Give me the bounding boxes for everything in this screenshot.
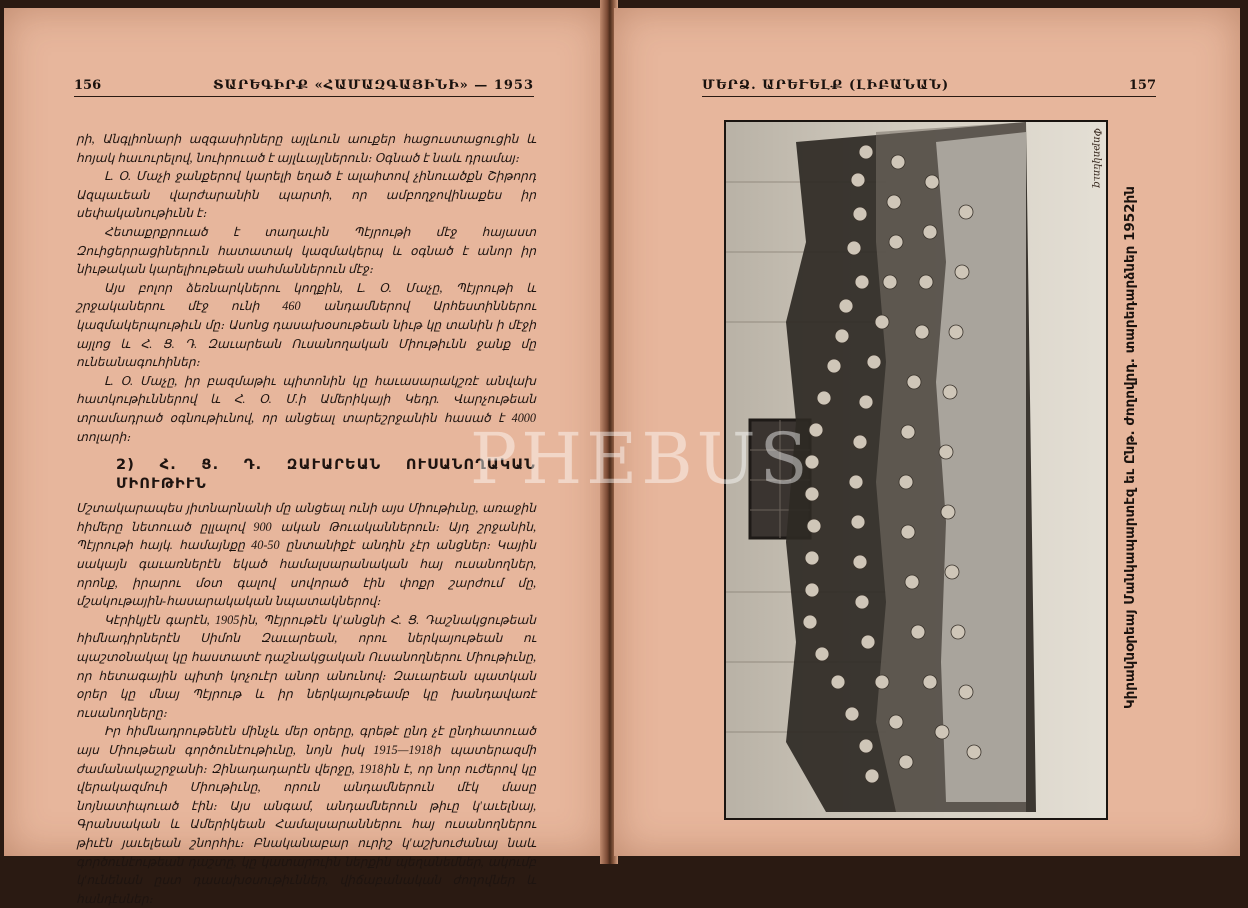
right-page xyxy=(614,8,1240,856)
paragraph: Իր հիմնադրութենէն մինչև մեր օրերը, գրեթէ ընդ չէ ընդհատուած այս Միութեան գործունէութիւնը, նոյն իսկ 1915—1918ի պատերազմի ժամանակաշրջանի։ Զինադադարէն վերջը, 1918ին է, որ նոր ուժերով կը վերակազմուի Միութիւնը, որուն անդամներուն մէկ մասը նոյնատիպուած էին։ Այս անգամ, անդամներուն թիւը կ'աւելնայ, Գրանսական և Ամերիկեան Համալսարաններու հայ ուսանողներու թիւէն յաւելեան շնորհիւ։ Բնականաբար ուրիշ կ'աշխուժանայ նաև գործունէութեան դաշտը, կը կատարուին ներքին պեղանեմներ, ակումբ կ'ունենան ըստ դասախօսութիւններ, վիճաբանական ժողովներ և հանդէսներ։ xyxy=(76,724,536,906)
left-running-title: ՏԱՐԵԳԻՐՔ «ՀԱՄԱԶԳԱՅԻՆԻ» — 1953 xyxy=(213,78,534,93)
right-running-head xyxy=(702,78,1156,97)
paragraph: Կէրիկյէն գարէն, 1905ին, Պէյրութէն կ'անցնի Հ. Ց. Դաշնակցութեան հիմնադիրներէն Սիմոն Զաւարեան, որու ներկայութեան ու պաշտօնակալ կը հաստատէ դաշնակցական Ուսանողներու Միութիւնը, որ հետագային պիտի կոչուէր անոր անունով։ Զաւարեան պատկան օրեր կը մնայ Պէյրութ և իր ներկայութեամբ կը խանդավառէ ուսանողները։ xyxy=(76,612,536,720)
paragraph: Այս բոլոր ձեռնարկներու կողքին, Լ. Օ. Մաչը, Պէյրութի և շրջականերու մէջ ունի 460 անդամներով Արհեստիններու կազմակերպութիւն մը։ Ասոնց դասախօսութեան նիւթ կը տանին ի մէջի այլոց և Հ. Ց. Դ. Զաւարեան Ուսանողական Միութիւնն ջանք մը ունեանագուհիներ։ xyxy=(76,280,536,370)
left-page-number: 156 xyxy=(74,78,102,93)
section-heading: 2) Հ. Ց. Դ. ԶԱՒԱՐԵԱՆ ՈՒՍԱՆՈՂԱԿԱՆ ՄԻՈՒԹԻՒՆ xyxy=(116,457,536,492)
group-photo xyxy=(724,120,1108,820)
photographer-signature: Փոթոկեուզ xyxy=(1091,128,1102,189)
photo-caption: Կիրակնօրեայ Մանկապարտէզ եւ Ընթ. ժողովրդ. տարեդարձներ 1952ին xyxy=(1122,186,1138,710)
paragraph: Հետաքրքրուած է տաղաւին Պէյրութի մէջ հայաստ Զուիցերրացիներուն հատատակ կազմակերպ և օգնած է անոր իր նիւթական կարելիութեան սահմաններուն մէջ։ xyxy=(76,224,536,277)
paragraph: Լ. Օ. Մաչը, իր բազմաթիւ պիտոնին կը հաւասարակշռէ անվախ հատկութիւններով և Հ. Օ. Մ.ի Ամերիկայի Կեդր. Վարչութեան տրամադրած օգնութիւնով, որ անցեալ տարեշրջանին հասած է 4000 տոլարի։ xyxy=(76,373,536,444)
paragraph: Լ. Օ. Մաչի ջանքերով կարելի եղած է ալաիտով չինուածքն Շիթորդ Ազպաւեան վարժարանին պարտի, որ ամբողջովինաքես իր սեփականութիւնն է։ xyxy=(76,169,536,221)
left-page xyxy=(4,8,604,906)
watermark: PHEBUS xyxy=(470,418,812,500)
left-body-text xyxy=(76,130,536,908)
right-running-title: ՄԵՐՁ. ԱՐԵՒԵԼՔ (ԼԻԲԱՆԱՆ) xyxy=(702,78,950,93)
left-running-head xyxy=(74,78,534,97)
paragraph: Մշտակարապես յիտնարնանի մը անցեալ ունի այս Միութիւնը, առաջին հիմերը նետուած ըլլալով 900 ական Թուականներուն։ Այդ շրջանին, Պէյրութի հայկ. համայնքը 40-50 ընտանիքէ անդին չէր անցներ։ Կային սակայն գաւառներէն եկած համալսարանական հայ ուսանողներ, որոնք, իրարու մօտ գալով սովորած էին փոքր շարժում մը, մշակութային-հասարակական նպատակներով։ xyxy=(76,501,536,609)
right-page-number: 157 xyxy=(1128,78,1156,93)
paragraph: րի, Անգլիոնարի ազգասիրները այլևուն աուքեր հացուստացուցին և հոյակ հաւուրելով, նուիրուած է այլևայլներուն։ Օգնած է նաև դրամայ։ xyxy=(76,132,536,165)
group-photo-image xyxy=(726,122,1106,818)
